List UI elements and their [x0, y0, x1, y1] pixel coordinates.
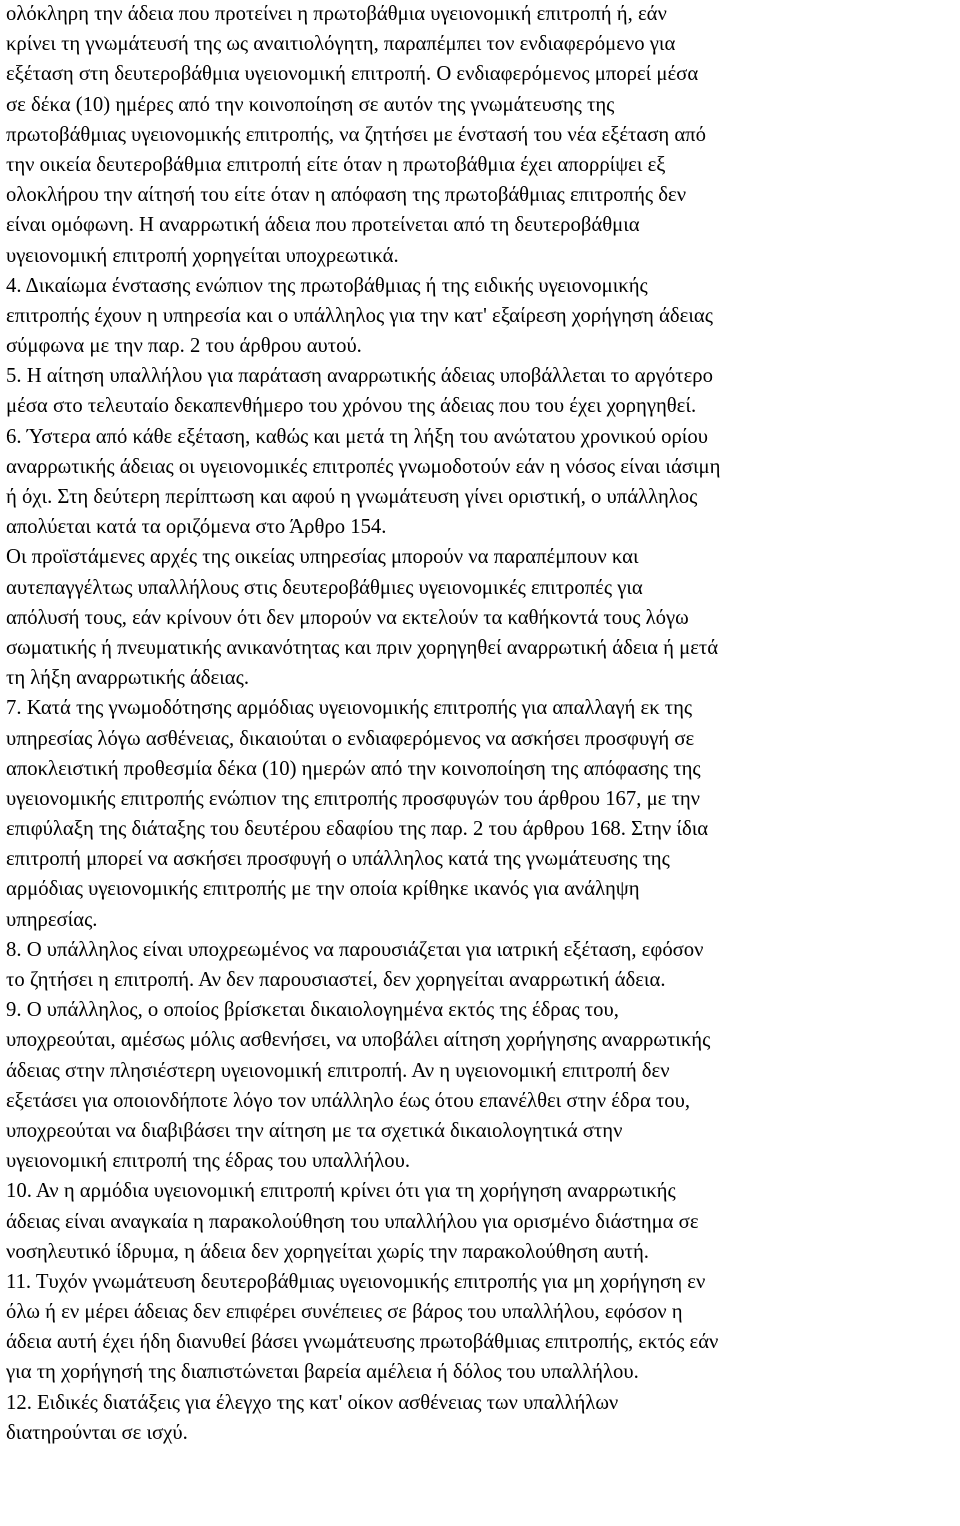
- text-line: απόλυσή τους, εάν κρίνουν ότι δεν μπορούν να εκτελούν τα καθήκοντά τους λόγω: [6, 606, 689, 629]
- text-line: εξετάσει για οποιονδήποτε λόγο τον υπάλληλο έως ότου επανέλθει στην έδρα του,: [6, 1089, 691, 1112]
- text-line: σωματικής ή πνευματικής ανικανότητας και πριν χορηγηθεί αναρρωτική άδεια ή μετά: [6, 636, 719, 659]
- text-line: υποχρεούται να διαβιβάσει την αίτηση με τα σχετικά δικαιολογητικά στην: [6, 1119, 623, 1142]
- text-line: διατηρούνται σε ισχύ.: [6, 1421, 188, 1444]
- text-line: υγειονομικής επιτροπής ενώπιον της επιτροπής προσφυγών του άρθρου 167, με την: [6, 787, 701, 810]
- text-line: αναρρωτικής άδειας οι υγειονομικές επιτροπές γνωμοδοτούν εάν η νόσος είναι ιάσιμη: [6, 455, 721, 478]
- text-line: υπηρεσίας λόγω ασθένειας, δικαιούται ο ενδιαφερόμενος να ασκήσει προσφυγή σε: [6, 727, 695, 750]
- text-line: υγειονομική επιτροπή της έδρας του υπαλλήλου.: [6, 1150, 411, 1173]
- text-line: υπηρεσίας.: [6, 908, 98, 931]
- text-line: 7. Κατά της γνωμοδότησης αρμόδιας υγειονομικής επιτροπής για απαλλαγή εκ της: [6, 697, 693, 720]
- text-line: μέσα στο τελευταίο δεκαπενθήμερο του χρόνου της άδειας που του έχει χορηγηθεί.: [6, 395, 697, 418]
- text-line: 12. Ειδικές διατάξεις για έλεγχο της κατ' οίκον ασθένειας των υπαλλήλων: [6, 1391, 619, 1414]
- text-line: Οι προϊστάμενες αρχές της οικείας υπηρεσίας μπορούν να παραπέμπουν και: [6, 546, 639, 569]
- text-line: κρίνει τη γνωμάτευσή της ως αναιτιολόγητη, παραπέμπει τον ενδιαφερόμενο για: [6, 33, 676, 56]
- text-line: 6. Ύστερα από κάθε εξέταση, καθώς και μετά τη λήξη του ανώτατου χρονικού ορίου: [6, 425, 708, 448]
- text-line: ολοκλήρου την αίτησή του είτε όταν η απόφαση της πρωτοβάθμιας επιτροπής δεν: [6, 184, 687, 207]
- text-line: είναι ομόφωνη. Η αναρρωτική άδεια που προτείνεται από τη δευτεροβάθμια: [6, 214, 640, 237]
- text-line: 10. Αν η αρμόδια υγειονομική επιτροπή κρίνει ότι για τη χορήγηση αναρρωτικής: [6, 1180, 676, 1203]
- text-line: υποχρεούται, αμέσως μόλις ασθενήσει, να υποβάλει αίτηση χορήγησης αναρρωτικής: [6, 1029, 711, 1052]
- text-line: για τη χορήγησή της διαπιστώνεται βαρεία αμέλεια ή δόλος του υπαλλήλου.: [6, 1361, 639, 1384]
- text-line: απολύεται κατά τα οριζόμενα στο Άρθρο 154.: [6, 516, 387, 539]
- text-line: επιφύλαξη της διάταξης του δευτέρου εδαφίου της παρ. 2 του άρθρου 168. Στην ίδια: [6, 818, 709, 841]
- text-line: άδειας είναι αναγκαία η παρακολούθηση του υπαλλήλου για ορισμένο διάστημα σε: [6, 1210, 699, 1233]
- text-line: πρωτοβάθμιας υγειονομικής επιτροπής, να ζητήσει με ένστασή του νέα εξέταση από: [6, 123, 706, 146]
- text-line: 11. Τυχόν γνωμάτευση δευτεροβάθμιας υγειονομικής επιτροπής για μη χορήγηση εν: [6, 1270, 706, 1293]
- text-line: υγειονομική επιτροπή χορηγείται υποχρεωτικά.: [6, 244, 399, 267]
- text-line: την οικεία δευτεροβάθμια επιτροπή είτε όταν η πρωτοβάθμια έχει απορρίψει εξ: [6, 153, 666, 176]
- text-line: 9. Ο υπάλληλος, ο οποίος βρίσκεται δικαιολογημένα εκτός της έδρας του,: [6, 999, 619, 1022]
- text-line: τη λήξη αναρρωτικής άδειας.: [6, 667, 250, 690]
- text-line: το ζητήσει η επιτροπή. Αν δεν παρουσιαστεί, δεν χορηγείται αναρρωτική άδεια.: [6, 969, 666, 991]
- text-line: ή όχι. Στη δεύτερη περίπτωση και αφού η γνωμάτευση γίνει οριστική, ο υπάλληλος: [6, 486, 698, 508]
- text-line: ολόκληρη την άδεια που προτείνει η πρωτοβάθμια υγειονομική επιτροπή ή, εάν: [6, 3, 667, 25]
- document-body: [6, 0, 954, 1448]
- text-line: όλω ή εν μέρει άδειας δεν επιφέρει συνέπειες σε βάρος του υπαλλήλου, εφόσον η: [6, 1301, 683, 1324]
- text-line: νοσηλευτικό ίδρυμα, η άδεια δεν χορηγείται χωρίς την παρακολούθηση αυτή.: [6, 1240, 649, 1263]
- text-line: σύμφωνα με την παρ. 2 του άρθρου αυτού.: [6, 335, 362, 358]
- text-line: άδεια αυτή έχει ήδη διανυθεί βάσει γνωμάτευσης πρωτοβάθμιας επιτροπής, εκτός εάν: [6, 1331, 719, 1354]
- text-line: 8. Ο υπάλληλος είναι υποχρεωμένος να παρουσιάζεται για ιατρική εξέταση, εφόσον: [6, 938, 704, 961]
- text-line: 4. Δικαίωμα ένστασης ενώπιον της πρωτοβάθμιας ή της ειδικής υγειονομικής: [6, 274, 648, 297]
- text-line: άδειας στην πλησιέστερη υγειονομική επιτροπή. Αν η υγειονομική επιτροπή δεν: [6, 1059, 670, 1082]
- text-line: επιτροπή μπορεί να ασκήσει προσφυγή ο υπάλληλος κατά της γνωμάτευσης της: [6, 848, 670, 871]
- text-line: επιτροπής έχουν η υπηρεσία και ο υπάλληλος για την κατ' εξαίρεση χορήγηση άδειας: [6, 304, 713, 327]
- text-line: αρμόδιας υγειονομικής επιτροπής με την οποία κρίθηκε ικανός για ανάληψη: [6, 878, 640, 901]
- text-line: εξέταση στη δευτεροβάθμια υγειονομική επιτροπή. Ο ενδιαφερόμενος μπορεί μέσα: [6, 63, 699, 86]
- text-line: σε δέκα (10) ημέρες από την κοινοποίηση σε αυτόν της γνωμάτευσης της: [6, 93, 615, 116]
- text-line: αυτεπαγγέλτως υπαλλήλους στις δευτεροβάθμιες υγειονομικές επιτροπές για: [6, 576, 643, 599]
- text-line: αποκλειστική προθεσμία δέκα (10) ημερών από την κοινοποίηση της απόφασης της: [6, 757, 701, 780]
- text-line: 5. Η αίτηση υπαλλήλου για παράταση αναρρωτικής άδειας υποβάλλεται το αργότερο: [6, 365, 713, 388]
